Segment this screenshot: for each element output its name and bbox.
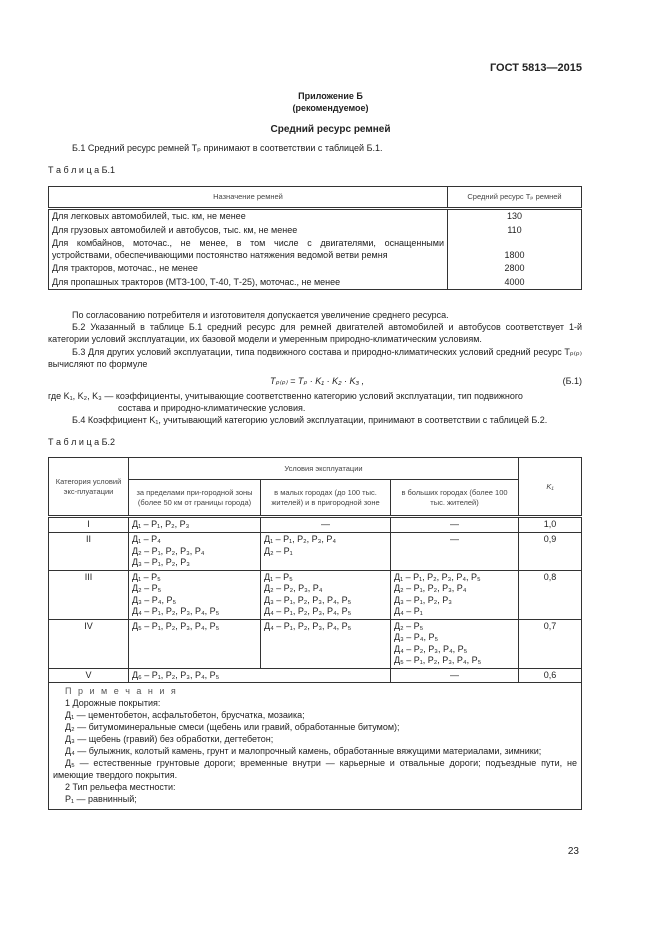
where-line-2: состава и природно-климатические условия.	[118, 403, 306, 413]
t2-header-outside: за пределами при-городной зоны (более 50 км от границы города)	[129, 480, 261, 517]
appendix-note: (рекомендуемое)	[292, 103, 369, 113]
table-row: V Д₆ – Р₁, Р₂, Р₃, Р₄, Р₅ — 0,6	[49, 668, 582, 683]
table-b1	[48, 186, 582, 290]
t1-header-resource: Средний ресурс Tₚ ремней	[448, 187, 582, 209]
t2-header-conditions: Условия эксплуатации	[129, 458, 519, 480]
table-row: Для легковых автомобилей, тыс. км, не менее 130	[49, 209, 582, 224]
clause-b1: Б.1 Средний ресурс ремней Tₚ принимают в соответствии с таблицей Б.1.	[72, 143, 383, 153]
section-heading: Средний ресурс ремней	[270, 124, 391, 135]
where-line: где K₁, K₂, K₃ — коэффициенты, учитывающие соответственно категорию условий эксплуатации, тип подвижного	[48, 391, 523, 401]
t2-header-k1: K₁	[519, 458, 582, 517]
table-row: II Д₁ – Р₄ Д₂ – Р₁, Р₂, Р₃, Р₄ Д₃ – Р₁, Р₂, Р₃ Д₁ – Р₁, Р₂, Р₃, Р₄ Д₂ – Р₁ — 0,9	[49, 533, 582, 571]
t1-header-purpose: Назначение ремней	[49, 187, 448, 209]
t2-header-small-towns: в малых городах (до 100 тыс. жителей) и в пригородной зоне	[261, 480, 391, 517]
t2-header-category: Категория условий экс-плуатации	[49, 458, 129, 517]
clause-b2: Б.2 Указанный в таблице Б.1 средний ресурс для ремней двигателей автомобилей и автобусов соответствует 1-й категории условий эксплуатации, их базовой модели и умеренным природно-климатическим условиям.	[48, 322, 582, 344]
table-row: IV Д₅ – Р₁, Р₂, Р₃, Р₄, Р₅ Д₄ – Р₁, Р₂, Р₃, Р₄, Р₅ Д₂ – Р₅ Д₃ – Р₄, Р₅ Д₄ – Р₂, Р₃, Р₄, Р₅ Д₅ – Р₁, Р₂, Р₃, Р₄, Р₅ 0,7	[49, 619, 582, 668]
table1-caption: Т а б л и ц а Б.1	[48, 165, 116, 175]
table-row: III Д₁ – Р₅ Д₂ – Р₅ Д₃ – Р₄, Р₅ Д₄ – Р₁, Р₂, Р₃, Р₄, Р₅ Д₁ – Р₅ Д₂ – Р₂, Р₃, Р₄ Д₃ – Р₁, Р₂, Р₃, Р₄, Р₅ Д₄ – Р₁, Р₂, Р₃, Р₄, Р₅ Д₁ – Р₁, Р₂, Р₃, Р₄, Р₅ Д₂ – Р₁, Р₂, Р₃, Р₄ Д₃ – Р₁, Р₂, Р₃ Д₄ – Р₁ 0,8	[49, 570, 582, 619]
clause-b3: Б.3 Для других условий эксплуатации, типа подвижного состава и природно-климатических условий средний ресурс Tₚ₍ₚ₎ вычисляют по формуле	[48, 347, 582, 369]
table-row: Для тракторов, моточас., не менее 2800	[49, 262, 582, 276]
page-number: 23	[567, 846, 579, 857]
table-row: I Д₁ – Р₁, Р₂, Р₃ — — 1,0	[49, 517, 582, 533]
formula: Tₚ₍ₚ₎ = Tₚ · K₁ · K₂ · K₃ ,	[270, 376, 365, 386]
formula-number: (Б.1)	[562, 376, 582, 386]
table2-caption: Т а б л и ц а Б.2	[48, 437, 116, 447]
table-row: Для грузовых автомобилей и автобусов, тыс. км, не менее 110	[49, 224, 582, 238]
appendix-title: Приложение Б	[298, 91, 363, 101]
clause-b4: Б.4 Коэффициент K₁, учитывающий категорию условий эксплуатации, принимают в соответствии с таблицей Б.2.	[72, 415, 548, 425]
standard-number: ГОСТ 5813—2015	[489, 62, 582, 74]
t2-header-big-cities: в больших городах (более 100 тыс. жителей)	[391, 480, 519, 517]
paragraph: По согласованию потребителя и изготовителя допускается увеличение среднего ресурса.	[72, 310, 449, 320]
table-b2	[48, 457, 582, 810]
table-row: Для пропашных тракторов (МТЗ-100, Т-40, Т-25), моточас., не менее 4000	[49, 276, 582, 290]
table-notes: П р и м е ч а н и я 1 Дорожные покрытия: Д₁ — цементобетон, асфальтобетон, брусчатка, мозаика; Д₂ — битумоминеральные смеси (щебень или гравий, обработанные битумом); Д₃ — щебень (гравий) без обработки, дегтебетон; Д₄ — булыжник, колотый камень, грунт и малопрочный камень, обработанные вяжущими материалами, зимники; Д₅ — естественные грунтовые дороги; временные внутри — карьерные и отвальные дороги; подъездные пути, не имеющие твердого покрытия. 2 Тип рельефа местности: Р₁ — равнинный;	[49, 683, 582, 810]
table-row: Для комбайнов, моточас., не менее, в том числе с двигателями, оснащенными устройствами, обеспечивающими постоянство натяжения ведомой ветви ремня 1800	[49, 237, 582, 262]
